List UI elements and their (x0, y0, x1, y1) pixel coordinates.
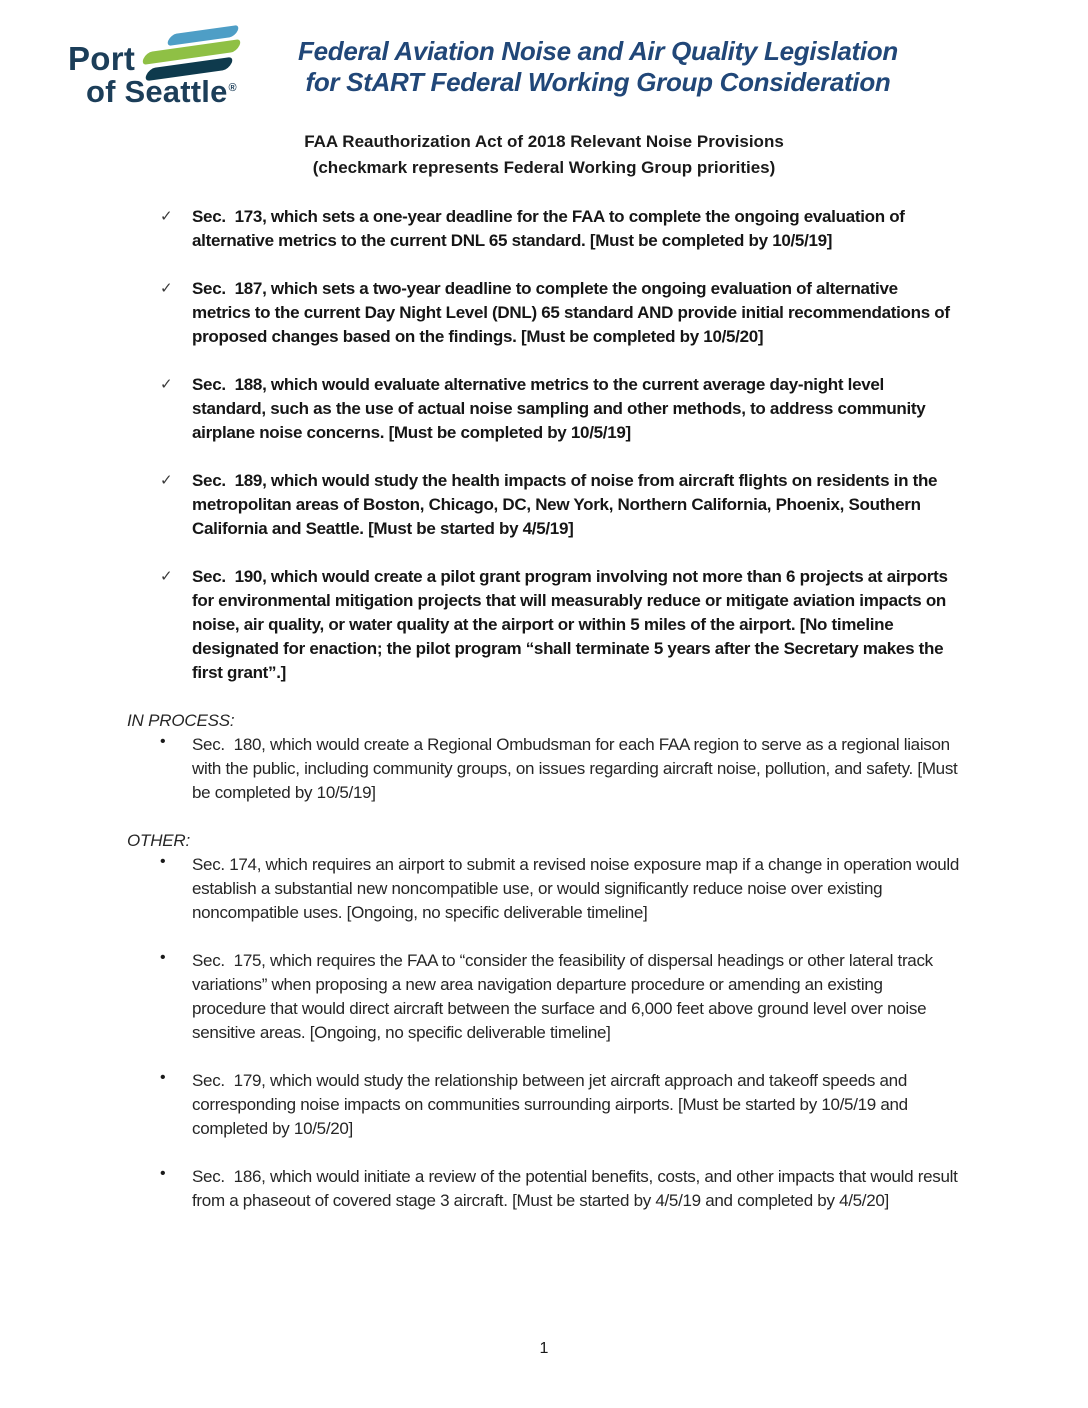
checkmark-icon: ✓ (160, 472, 173, 489)
document-body (0, 185, 1088, 1213)
checkmark-item-text: Sec. 188, which would evaluate alternative metrics to the current average day-night level standard, such as the use of actual noise sampling and other methods, to address community airplane noise concerns. [Must be completed by 10/5/19] (192, 375, 930, 442)
bullet-item-text: Sec. 186, which would initiate a review of the potential benefits, costs, and other impacts that would result from a phaseout of covered stage 3 aircraft. [Must be started by 4/5/19 and completed by 4/5/20] (192, 1167, 962, 1210)
checkmark-icon: ✓ (160, 280, 173, 297)
bullet-item (160, 733, 960, 805)
bullet-icon: • (160, 1069, 166, 1086)
status-sections (127, 709, 964, 1213)
checkmark-icon: ✓ (160, 568, 173, 585)
page-number: 1 (539, 1340, 549, 1357)
checkmark-item (160, 205, 960, 253)
document-header (0, 0, 1088, 185)
subtitle-line-2: (checkmark represents Federal Working Group priorities) (312, 158, 776, 177)
bullet-item (160, 1069, 960, 1141)
subtitle-line-1: FAA Reauthorization Act of 2018 Relevant Noise Provisions (304, 132, 784, 151)
title-line-2: for StART Federal Working Group Consideration (305, 67, 891, 97)
bullet-item (160, 949, 960, 1045)
bullet-item-text: Sec. 180, which would create a Regional Ombudsman for each FAA region to serve as a regional liaison with the public, including community groups, on issues regarding aircraft noise, pollution, and safety. [Must be completed by 10/5/19] (192, 735, 962, 802)
title-line-1: Federal Aviation Noise and Air Quality Legislation (298, 36, 898, 66)
logo-text-port: Port (68, 40, 136, 77)
section-heading: OTHER: (127, 831, 191, 850)
section-heading: IN PROCESS: (127, 711, 235, 730)
bullet-icon: • (160, 1165, 166, 1182)
document-title (208, 36, 988, 98)
registered-trademark-symbol: ® (228, 81, 237, 94)
checkmark-icon: ✓ (160, 208, 173, 225)
priority-checklist (127, 205, 960, 685)
checkmark-item-text: Sec. 190, which would create a pilot grant program involving not more than 6 projects at airports for environmental mitigation projects that will measurably reduce or mitigate aviation impacts on noise, air quality, or water quality at the airport or within 5 miles of the airport. [No timeline designated for enaction; the pilot program “shall terminate 5 years after the Secretary makes the first grant”.] (192, 567, 953, 682)
checkmark-item (160, 565, 960, 685)
document-subtitle (0, 129, 1088, 181)
checkmark-item (160, 469, 960, 541)
bullet-item (160, 1165, 960, 1213)
checkmark-item-text: Sec. 173, which sets a one-year deadline for the FAA to complete the ongoing evaluation of alternative metrics to the current DNL 65 standard. [Must be completed by 10/5/19] (192, 207, 910, 250)
page-footer (0, 1340, 1088, 1358)
bullet-icon: • (160, 733, 166, 750)
logo-of-seattle-label: of Seattle (86, 74, 228, 109)
checkmark-item-text: Sec. 187, which sets a two-year deadline to complete the ongoing evaluation of alternative metrics to the current Day Night Level (DNL) 65 standard AND provide initial recommendations of proposed changes based on the findings. [Must be completed by 10/5/20] (192, 279, 955, 346)
bullet-icon: • (160, 853, 166, 870)
bullet-item-text: Sec. 174, which requires an airport to submit a revised noise exposure map if a change in operation would establish a substantial new noncompatible use, or would significantly reduce noise over existing noncompatible uses. [Ongoing, no specific deliverable timeline] (192, 855, 964, 922)
checkmark-item-text: Sec. 189, which would study the health impacts of noise from aircraft flights on residents in the metropolitan areas of Boston, Chicago, DC, New York, Northern California, Phoenix, Southern California and Seattle. [Must be started by 4/5/19] (192, 471, 942, 538)
checkmark-item (160, 277, 960, 349)
bullet-item (160, 853, 964, 925)
bullet-item-text: Sec. 179, which would study the relationship between jet aircraft approach and takeoff speeds and corresponding noise impacts on communities surrounding airports. [Must be started by 10/5/19 and completed by 10/5/20] (192, 1071, 913, 1138)
bullet-item-text: Sec. 175, which requires the FAA to “consider the feasibility of dispersal headings or other lateral track variations” when proposing a new area navigation departure procedure or amending an existing procedure that would direct aircraft between the surface and 6,000 feet above ground level over noise sensitive areas. [Ongoing, no specific deliverable timeline] (192, 951, 938, 1042)
checkmark-icon: ✓ (160, 376, 173, 393)
bullet-icon: • (160, 949, 166, 966)
checkmark-item (160, 373, 960, 445)
